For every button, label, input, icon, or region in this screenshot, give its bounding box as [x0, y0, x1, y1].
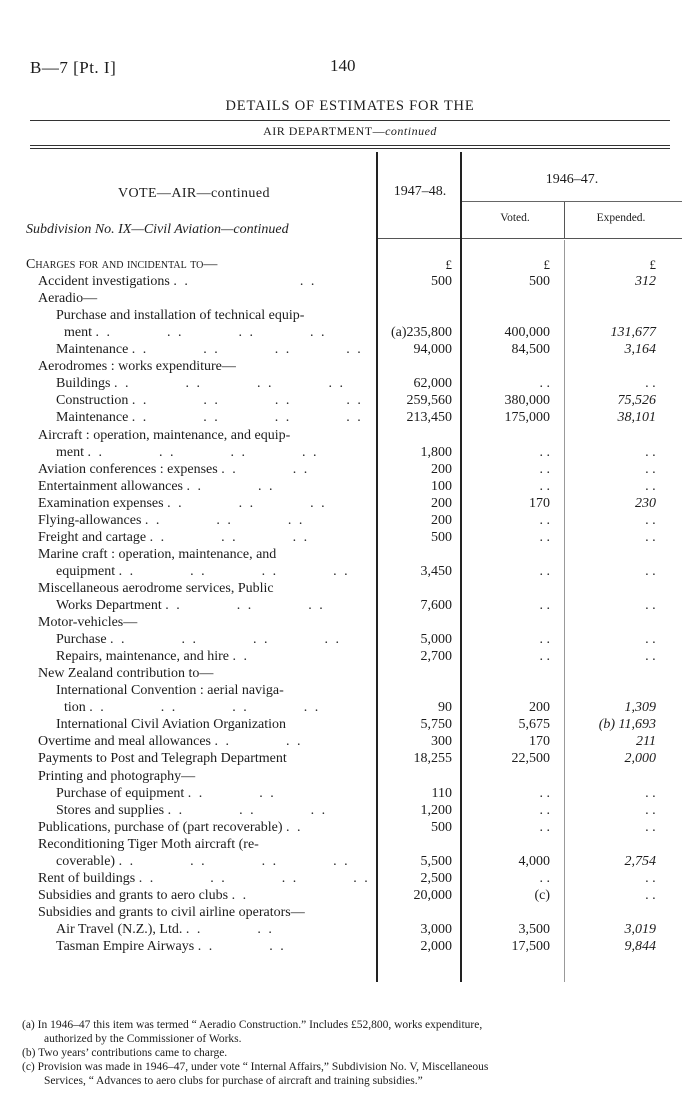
value-1947-48: 1,800: [420, 444, 452, 460]
table-row: [0, 887, 700, 904]
value-expended-1946-47: 1,309: [624, 700, 656, 716]
value-1947-48: 300: [431, 734, 452, 750]
title-rule: [30, 120, 670, 121]
row-label-text: coverable): [56, 853, 116, 869]
row-label-text: Freight and cartage: [38, 529, 147, 545]
row-label-text: Aeradio—: [38, 291, 98, 307]
value-voted-1946-47: 500: [529, 274, 550, 290]
row-label-text: Rent of buildings: [38, 870, 136, 886]
value-expended-1946-47: . .: [645, 478, 656, 494]
row-label-text: Flying-allowances: [38, 512, 142, 528]
row-label: [38, 290, 97, 307]
value-1947-48: 2,500: [420, 870, 452, 886]
value-1947-48: 500: [431, 274, 452, 290]
leader-dots: . . . . . . . .: [110, 632, 342, 648]
row-label-text: Marine craft : operation, maintenance, and: [38, 546, 277, 562]
row-label-text: International Convention : aerial naviga-: [56, 683, 284, 699]
leader-dots: . . . . . . . .: [118, 853, 350, 869]
table-row: [0, 546, 700, 563]
value-1947-48: 20,000: [413, 887, 452, 903]
value-1947-48: 3,000: [420, 921, 452, 937]
leader-dots: . . . . . . . .: [131, 410, 363, 426]
column-header-expended: Expended.: [596, 212, 646, 224]
row-label: [64, 699, 320, 716]
leader-dots: . . . . . . . .: [131, 393, 363, 409]
row-label-text: Aerodromes : works expenditure—: [38, 359, 236, 375]
leader-dots: . . . .: [186, 478, 275, 494]
row-label-text: tion: [64, 700, 86, 716]
table-row: [0, 665, 700, 682]
value-voted-1946-47: 170: [529, 495, 550, 511]
row-label-text: International Civil Aviation Organization: [56, 717, 287, 733]
row-label-text: Subsidies and grants to aero clubs: [38, 887, 229, 903]
value-1947-48: 1,200: [420, 802, 452, 818]
value-expended-1946-47: 75,526: [617, 393, 656, 409]
value-expended-1946-47: . .: [645, 785, 656, 801]
subdivision-heading: Subdivision No. IX—Civil Aviation—continued: [26, 222, 289, 237]
row-label-text: Examination expenses: [38, 495, 164, 511]
value-1947-48: 500: [431, 529, 452, 545]
value-1947-48: 200: [431, 495, 452, 511]
value-expended-1946-47: 3,019: [624, 921, 656, 937]
row-label-text: New Zealand contribution to—: [38, 666, 214, 682]
leader-dots: . . . . . .: [144, 512, 305, 528]
value-voted-1946-47: 4,000: [518, 853, 550, 869]
value-expended-1946-47: 2,754: [624, 853, 656, 869]
table-row: [0, 870, 700, 887]
value-expended-1946-47: 9,844: [624, 939, 656, 954]
value-1947-48: (a)235,800: [390, 325, 452, 341]
value-expended-1946-47: 131,677: [610, 325, 656, 341]
value-1947-48: £: [445, 257, 452, 272]
column-header-voted: Voted.: [500, 212, 530, 224]
value-expended-1946-47: 312: [635, 274, 656, 290]
value-1947-48: 2,000: [420, 939, 452, 954]
row-label-text: ment: [64, 325, 92, 341]
leader-dots: . . . . . . . .: [131, 342, 363, 358]
row-label-text: Tasman Empire Airways: [56, 939, 195, 954]
page-subtitle: [0, 124, 700, 139]
column-header-1946-47: 1946–47.: [545, 172, 599, 187]
row-label: [56, 802, 327, 819]
table-row: [0, 836, 700, 853]
value-1947-48: 5,750: [420, 717, 452, 733]
table-row: [0, 358, 700, 375]
row-label: [38, 580, 274, 597]
table-row: [0, 648, 700, 665]
value-1947-48: 18,255: [413, 751, 452, 767]
value-voted-1946-47: . .: [539, 632, 550, 648]
value-1947-48: 259,560: [406, 393, 452, 409]
row-label-text: Aircraft : operation, maintenance, and equip-: [38, 427, 291, 443]
table-row: [0, 307, 700, 324]
value-voted-1946-47: . .: [539, 870, 550, 886]
table-row: [0, 324, 700, 341]
row-label-text: Maintenance: [56, 410, 129, 426]
value-1947-48: 7,600: [420, 598, 452, 613]
table-row: [0, 750, 700, 767]
value-1947-48: 100: [431, 478, 452, 494]
page-number: 140: [330, 56, 356, 75]
value-voted-1946-47: . .: [539, 802, 550, 818]
leader-dots: . . . .: [221, 461, 310, 477]
value-voted-1946-47: . .: [539, 478, 550, 494]
row-label-text: Subsidies and grants to civil airline operators—: [38, 904, 305, 920]
table-top-rule-2: [30, 148, 670, 149]
row-label-text: Accident investigations: [38, 274, 170, 290]
leader-dots: . .: [232, 649, 249, 665]
header-split-rule: [462, 201, 682, 202]
table-row: [0, 392, 700, 409]
row-label: [56, 392, 363, 409]
row-label: [56, 307, 304, 324]
footnote-c-continued: Services, “ Advances to aero clubs for purchase of aircraft and training subsidies.”: [44, 1075, 423, 1087]
table-row: [0, 802, 700, 819]
value-1947-48: 213,450: [406, 410, 452, 426]
row-label-text: Entertainment allowances: [38, 478, 183, 494]
row-label-text: Payments to Post and Telegraph Department: [38, 751, 287, 767]
value-voted-1946-47: 400,000: [504, 325, 550, 341]
row-label: [38, 836, 259, 853]
value-voted-1946-47: . .: [539, 461, 550, 477]
value-1947-48: 94,000: [413, 342, 452, 358]
value-expended-1946-47: . .: [645, 444, 656, 460]
leader-dots: . . . . . .: [165, 598, 325, 613]
table-row: [0, 682, 700, 699]
vote-title: VOTE—AIR—continued: [118, 186, 270, 201]
value-expended-1946-47: . .: [645, 870, 656, 886]
row-label: [38, 495, 327, 512]
table-row: [0, 699, 700, 716]
row-label: [38, 750, 287, 767]
value-1947-48: 62,000: [413, 376, 452, 392]
row-label: [38, 478, 275, 495]
leader-dots: . . . .: [185, 921, 274, 937]
table-row: [0, 341, 700, 358]
page-title: DETAILS OF ESTIMATES FOR THE: [225, 98, 475, 114]
table-row: [0, 529, 700, 546]
value-expended-1946-47: . .: [645, 461, 656, 477]
value-expended-1946-47: £: [649, 257, 656, 272]
table-row: [0, 444, 700, 461]
table-row: [0, 461, 700, 478]
leader-dots: . . . .: [187, 785, 276, 801]
row-label: [38, 546, 276, 563]
row-label: [38, 529, 309, 546]
row-label: [38, 768, 195, 785]
value-expended-1946-47: 211: [636, 734, 656, 750]
table-row: [0, 256, 700, 273]
row-label: [38, 665, 213, 682]
value-voted-1946-47: 200: [529, 700, 550, 716]
value-1947-48: 90: [438, 700, 452, 716]
row-label-text: Works Department: [56, 598, 162, 613]
leader-dots: . . . . . . . .: [89, 700, 321, 716]
value-expended-1946-47: . .: [645, 529, 656, 545]
value-expended-1946-47: . .: [645, 887, 656, 903]
value-voted-1946-47: . .: [539, 649, 550, 665]
value-voted-1946-47: . .: [539, 819, 550, 835]
leader-dots: . . . . . .: [149, 529, 310, 545]
row-label: [56, 648, 249, 665]
header-bottom-rule: [376, 238, 682, 239]
table-row: [0, 290, 700, 307]
row-label: [38, 273, 316, 290]
row-label-text: Stores and supplies: [56, 802, 165, 818]
value-expended-1946-47: 230: [635, 495, 656, 511]
row-label: [38, 819, 303, 836]
row-label: [38, 870, 370, 887]
table-row: [0, 733, 700, 750]
row-label-text: Purchase and installation of technical equip-: [56, 308, 305, 324]
row-label: [56, 375, 345, 392]
value-1947-48: 3,450: [420, 563, 452, 579]
table-row: [0, 614, 700, 631]
value-expended-1946-47: 2,000: [624, 751, 656, 767]
value-1947-48: 110: [431, 785, 452, 801]
table-row: [0, 853, 700, 870]
value-voted-1946-47: . .: [539, 598, 550, 613]
row-label: [56, 853, 350, 870]
subtitle-text: AIR DEPARTMENT—continued: [263, 124, 437, 138]
row-label-text: ment: [56, 444, 84, 460]
value-expended-1946-47: . .: [645, 649, 656, 665]
document-reference: B—7 [Pt. I]: [30, 58, 117, 77]
table-row: [0, 512, 700, 529]
row-label: [56, 341, 363, 358]
value-voted-1946-47: 84,500: [511, 342, 550, 358]
row-label: [38, 614, 137, 631]
footnote-c: (c) Provision was made in 1946–47, under vote “ Internal Affairs,” Subdivision No. V, Miscellaneous: [22, 1061, 489, 1073]
row-label-text: Purchase: [56, 632, 107, 648]
table-row: [0, 597, 700, 614]
value-1947-48: 200: [431, 512, 452, 528]
value-voted-1946-47: 3,500: [518, 921, 550, 937]
value-expended-1946-47: . .: [645, 802, 656, 818]
value-voted-1946-47: 5,675: [518, 717, 550, 733]
footnote-b: (b) Two years’ contributions came to charge.: [22, 1047, 228, 1059]
row-label: [56, 716, 286, 733]
row-label-text: Maintenance: [56, 342, 129, 358]
table-row: [0, 631, 700, 648]
row-label: [38, 461, 309, 478]
leader-dots: . . . .: [173, 274, 317, 290]
table-top-rule: [30, 145, 670, 146]
value-expended-1946-47: . .: [645, 563, 656, 579]
row-label-text: Aviation conferences : expenses: [38, 461, 218, 477]
table-row: [0, 768, 700, 785]
table-row: [0, 273, 700, 290]
row-label-text: Construction: [56, 393, 129, 409]
table-row: [0, 563, 700, 580]
leader-dots: . . . . . . . .: [87, 444, 319, 460]
value-voted-1946-47: . .: [539, 563, 550, 579]
table-row: [0, 819, 700, 836]
value-voted-1946-47: £: [543, 257, 550, 272]
footnotes: [22, 1018, 682, 1088]
value-voted-1946-47: . .: [539, 512, 550, 528]
row-label: [38, 358, 236, 375]
table-row: [0, 375, 700, 392]
value-voted-1946-47: 170: [529, 734, 550, 750]
row-label-text: Buildings: [56, 376, 111, 392]
row-label: [56, 597, 325, 614]
row-label-text: Miscellaneous aerodrome services, Public: [38, 580, 274, 596]
leader-dots: . . . . . . . .: [113, 376, 345, 392]
value-1947-48: 200: [431, 461, 452, 477]
row-label: [56, 785, 276, 802]
value-expended-1946-47: . .: [645, 819, 656, 835]
row-label: [38, 512, 304, 529]
value-expended-1946-47: (b) 11,693: [598, 717, 656, 733]
table-row: [0, 409, 700, 426]
row-label: [38, 904, 305, 921]
value-expended-1946-47: . .: [645, 512, 656, 528]
leader-dots: . . . . . . . .: [95, 325, 327, 341]
table-row: [0, 785, 700, 802]
value-1947-48: 5,000: [420, 632, 452, 648]
row-label-text: Reconditioning Tiger Moth aircraft (re-: [38, 836, 259, 852]
footnote-a-continued: authorized by the Commissioner of Works.: [44, 1033, 242, 1045]
value-1947-48: 500: [431, 819, 452, 835]
leader-dots: . . . . . . . .: [138, 870, 370, 886]
row-label-text: Printing and photography—: [38, 768, 196, 784]
row-label: [56, 921, 274, 938]
value-voted-1946-47: . .: [539, 529, 550, 545]
value-voted-1946-47: 17,500: [511, 939, 550, 954]
row-label: [38, 887, 248, 904]
value-expended-1946-47: . .: [645, 598, 656, 613]
leader-dots: . . . . . .: [167, 802, 328, 818]
row-label: [56, 631, 341, 648]
row-label: [56, 938, 286, 955]
footnote-a: (a) In 1946–47 this item was termed “ Aeradio Construction.” Includes £52,800, works expenditure,: [22, 1019, 483, 1031]
row-label: [56, 563, 350, 580]
value-voted-1946-47: . .: [539, 785, 550, 801]
table-row: [0, 478, 700, 495]
table-row: [0, 580, 700, 597]
row-label: [38, 733, 302, 750]
row-label-text: equipment: [56, 563, 116, 579]
row-label-text: Air Travel (N.Z.), Ltd.: [56, 921, 183, 937]
row-label-text: Motor-vehicles—: [38, 615, 138, 631]
leader-dots: . . . .: [197, 939, 286, 954]
value-voted-1946-47: 380,000: [504, 393, 550, 409]
row-label: [26, 256, 217, 273]
table-row: [0, 938, 700, 955]
row-label-text: Purchase of equipment: [56, 785, 185, 801]
column-header-1947-48: 1947–48.: [393, 184, 447, 199]
leader-dots: . .: [286, 819, 303, 835]
value-expended-1946-47: . .: [645, 376, 656, 392]
value-voted-1946-47: . .: [539, 444, 550, 460]
leader-dots: . . . . . . . .: [118, 563, 350, 579]
voted-expended-divider: [564, 202, 565, 238]
row-label-text: Publications, purchase of (part recoverable): [38, 819, 283, 835]
table-row: [0, 427, 700, 444]
value-expended-1946-47: 3,164: [624, 342, 656, 358]
row-label-text: Overtime and meal allowances: [38, 734, 211, 750]
leader-dots: . . . . . .: [167, 495, 327, 511]
value-voted-1946-47: (c): [534, 887, 550, 903]
value-voted-1946-47: 22,500: [511, 751, 550, 767]
value-1947-48: 2,700: [420, 649, 452, 665]
table-row: [0, 716, 700, 733]
value-1947-48: 5,500: [420, 853, 452, 869]
leader-dots: . .: [231, 887, 249, 903]
table-row: [0, 495, 700, 512]
value-voted-1946-47: . .: [539, 376, 550, 392]
value-expended-1946-47: 38,101: [617, 410, 656, 426]
row-label-text: Repairs, maintenance, and hire: [56, 649, 229, 665]
leader-dots: . . . .: [214, 734, 303, 750]
row-label: [56, 444, 319, 461]
row-label-text: Charges for and incidental to—: [26, 257, 218, 272]
row-label: [56, 409, 363, 426]
value-expended-1946-47: . .: [645, 632, 656, 648]
row-label: [64, 324, 327, 341]
value-voted-1946-47: 175,000: [504, 410, 550, 426]
table-row: [0, 921, 700, 938]
row-label: [38, 427, 290, 444]
row-label: [56, 682, 284, 699]
table-row: [0, 904, 700, 921]
